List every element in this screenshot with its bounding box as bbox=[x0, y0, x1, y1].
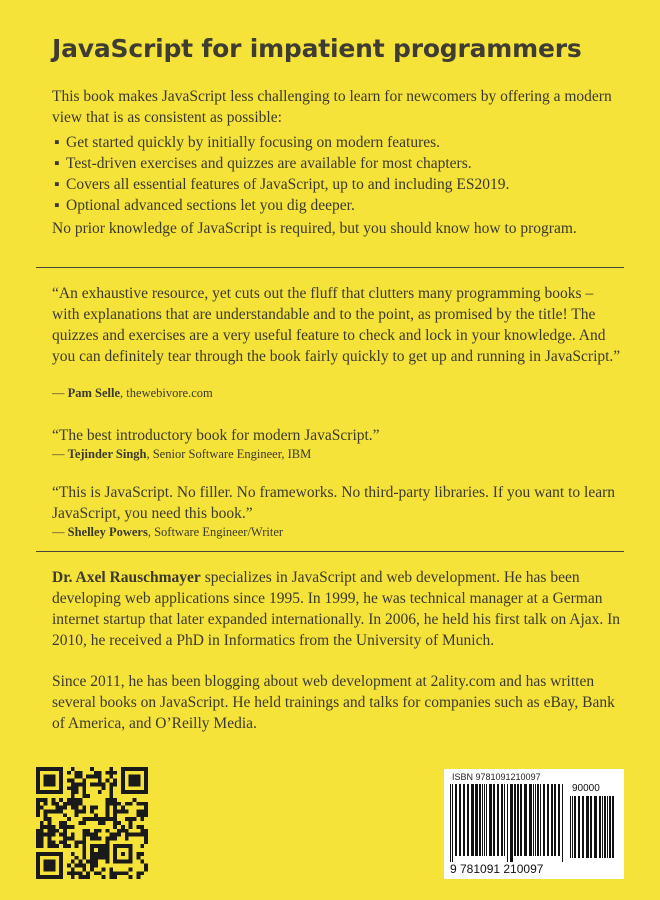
testimonial-author: Pam Selle bbox=[67, 386, 121, 400]
author-name: Dr. Axel Rauschmayer bbox=[52, 569, 201, 586]
feature-item: ▪ Get started quickly by initially focusing on modern features. bbox=[54, 134, 441, 151]
testimonial-attribution: — Shelley Powers, Software Engineer/Writer bbox=[52, 525, 284, 539]
isbn-barcode bbox=[444, 769, 624, 879]
testimonial-author: Shelley Powers bbox=[67, 525, 148, 539]
divider bbox=[36, 551, 624, 552]
feature-item: ▪ Test-driven exercises and quizzes are available for most chapters. bbox=[54, 155, 472, 172]
testimonial-author: Tejinder Singh bbox=[67, 447, 147, 461]
barcode-digits: 9 781091 210097 bbox=[450, 862, 544, 876]
barcode-addon-bars bbox=[570, 796, 618, 864]
feature-item: ▪ Covers all essential features of JavaScript, up to and including ES2019. bbox=[54, 176, 510, 193]
barcode-addon-digits: 90000 bbox=[572, 783, 600, 794]
bullet-icon: ▪ bbox=[54, 197, 60, 214]
testimonial-quote: “The best introductory book for modern JavaScript.” bbox=[52, 427, 380, 444]
testimonial-attribution: — Pam Selle, thewebivore.com bbox=[52, 386, 213, 400]
bullet-icon: ▪ bbox=[54, 155, 60, 172]
intro-paragraph: This book makes JavaScript less challenging to learn for newcomers by offering a modern view that is as consistent as possible: bbox=[52, 88, 612, 126]
book-title: JavaScript for impatient programmers bbox=[52, 34, 582, 63]
isbn-label: ISBN 9781091210097 bbox=[452, 772, 541, 782]
qr-code-icon bbox=[36, 767, 148, 879]
divider bbox=[36, 267, 624, 268]
prerequisite-note: No prior knowledge of JavaScript is required, but you should know how to program. bbox=[52, 220, 577, 237]
feature-list bbox=[52, 132, 624, 216]
testimonial-attribution: — Tejinder Singh, Senior Software Engineer, IBM bbox=[52, 447, 312, 461]
testimonial-quote: “This is JavaScript. No filler. No frameworks. No third-party libraries. If you want to learn JavaScript, you need this book.” bbox=[52, 484, 616, 522]
feature-item: ▪ Optional advanced sections let you dig deeper. bbox=[54, 197, 355, 214]
author-bio: Dr. Axel Rauschmayer specializes in JavaScript and web development. He has been developing web applications since 1995. In 1999, he was technical manager at a German internet startup that later expanded internationally. In 2006, he held his first talk on Ajax. In 2010, he received a PhD in Informatics from the University of Munich. bbox=[52, 569, 621, 649]
bullet-icon: ▪ bbox=[54, 134, 60, 151]
barcode-bars bbox=[450, 784, 565, 862]
author-bio-continued: Since 2011, he has been blogging about web development at 2ality.com and has written several books on JavaScript. He held trainings and talks for companies such as eBay, Bank of America, and O’Reilly Media. bbox=[52, 673, 615, 732]
testimonial-quote: “An exhaustive resource, yet cuts out the fluff that clutters many programming books – with explanations that are understandable and to the point, as promised by the title! The quizzes and exercises are a very useful feature to check and lock in your knowledge. And you can definitely tear through the book fairly quickly to get up and running in JavaScript.” bbox=[52, 285, 621, 365]
bullet-icon: ▪ bbox=[54, 176, 60, 193]
